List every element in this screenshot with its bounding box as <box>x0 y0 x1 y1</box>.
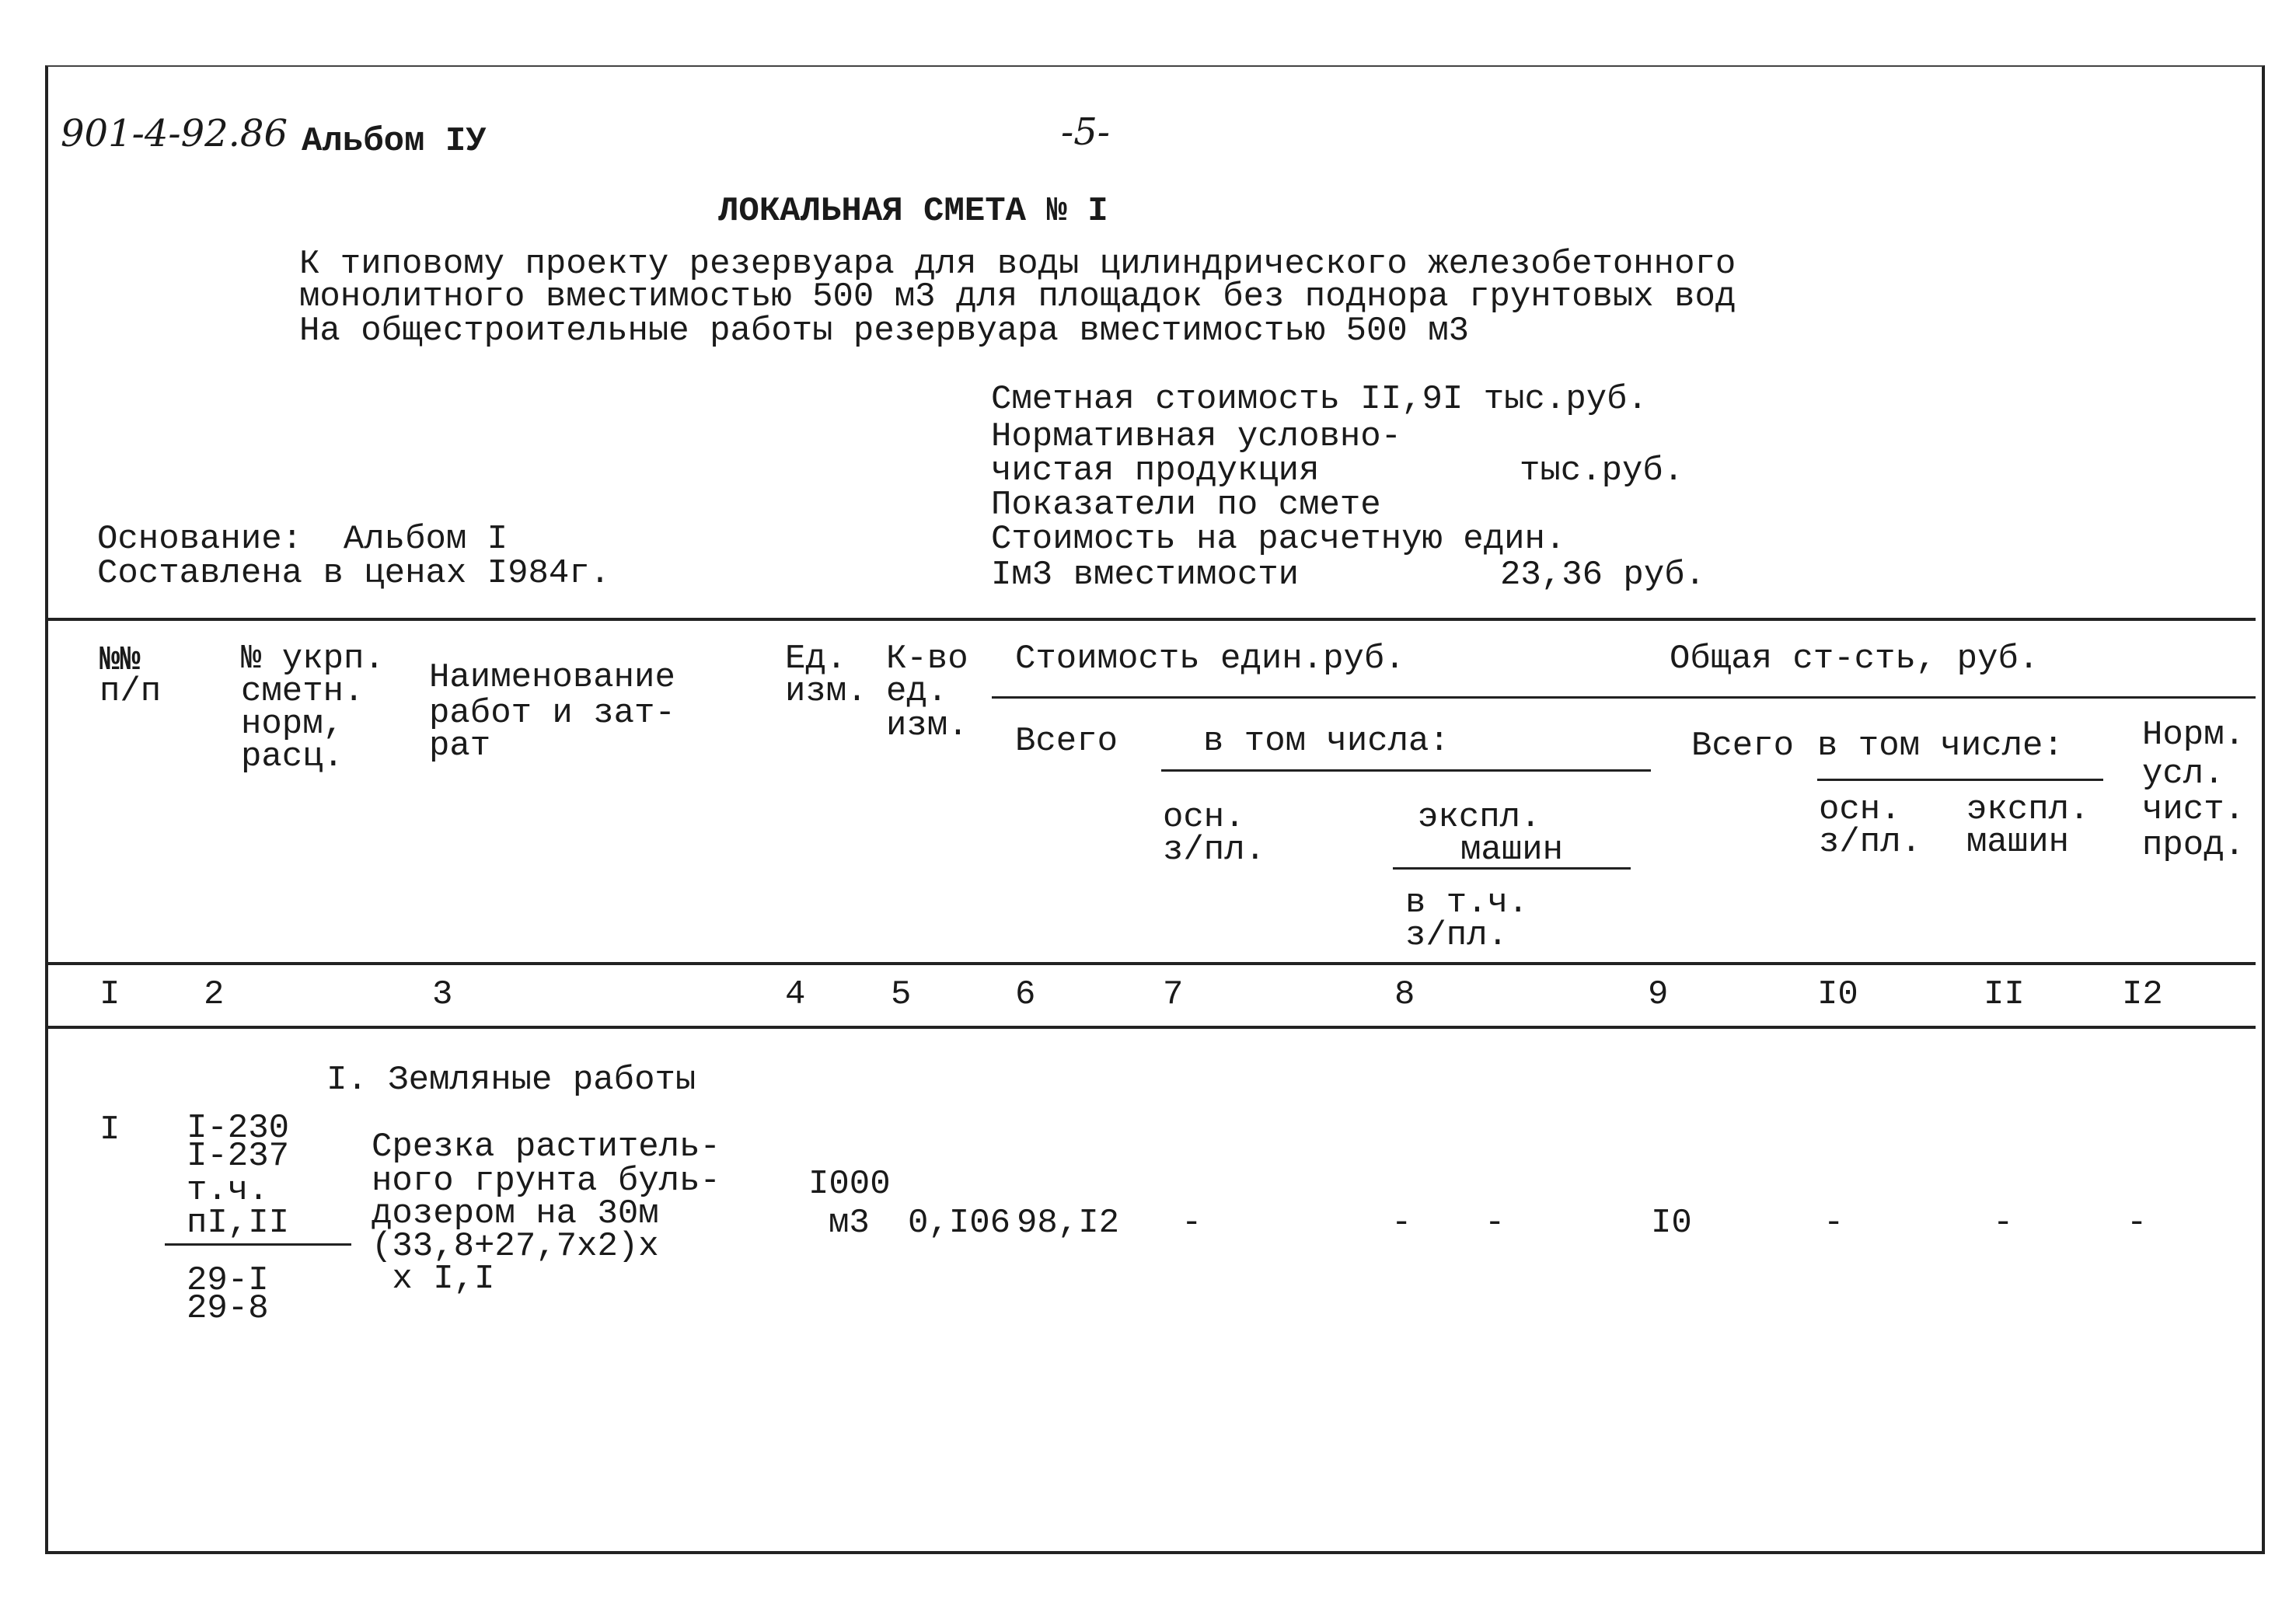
norm-header-l1: Норм. <box>2142 716 2245 755</box>
col-number-9: 9 <box>1648 975 1669 1014</box>
including-rule <box>1161 769 1651 772</box>
norm-header-l4: прод. <box>2142 826 2245 865</box>
group-header-rule <box>992 696 2256 699</box>
section-title: I. Земляные работы <box>326 1061 696 1100</box>
unit-cost-label: Стоимость на расчетную един. <box>991 520 1566 559</box>
total-cost-group-header: Общая ст-сть, руб. <box>1670 640 2040 678</box>
row-code-bottom-2: 29-8 <box>187 1289 269 1328</box>
document-title: ЛОКАЛЬНАЯ СМЕТА № I <box>718 192 1108 231</box>
col2-header-l3: норм, <box>241 705 344 744</box>
normative-line-1: Нормативная условно- <box>991 417 1402 456</box>
album-label: Альбом IУ <box>302 122 487 161</box>
subtitle-line-3: На общестроительные работы резервуара вместимостью 500 м3 <box>299 312 1470 350</box>
wage2-header-l2: з/пл. <box>1819 823 1922 862</box>
row-quantity: 0,I06 <box>908 1204 1011 1243</box>
row-code-1: I-230 <box>187 1109 290 1148</box>
col4-header-l1: Ед. <box>785 640 847 678</box>
row-wage: - <box>1181 1204 1202 1243</box>
wage-header-l2: з/пл. <box>1163 831 1266 870</box>
unit-cost-group-header: Стоимость един.руб. <box>1015 640 1405 678</box>
col2-header-l1: № укрп. <box>241 640 385 678</box>
machines2-header-l1: экспл. <box>1966 790 2090 829</box>
estimated-cost: Сметная стоимость II,9I тыс.руб. <box>991 380 1648 419</box>
row-name-5: х I,I <box>372 1260 495 1298</box>
norm-header-l2: усл. <box>2142 755 2224 793</box>
row-name-3: дозером на 30м <box>372 1194 659 1233</box>
wage-header-l1: осн. <box>1163 798 1245 837</box>
col-numbers-bottom-rule <box>48 1026 2256 1029</box>
row-total-cost: I0 <box>1651 1204 1692 1243</box>
col4-header-l2: изм. <box>785 672 867 711</box>
row-number: I <box>99 1110 120 1149</box>
col-number-7: 7 <box>1163 975 1184 1014</box>
col-number-5: 5 <box>891 975 912 1014</box>
subtitle-line-2: монолитного вместимостью 500 м3 для площадок без поднора грунтовых вод <box>299 277 1736 316</box>
machines-header-l1: экспл. <box>1418 798 1541 837</box>
including2-rule <box>1817 779 2103 781</box>
machines2-header-l2: машин <box>1966 823 2070 862</box>
col-numbers-top-rule <box>48 962 2256 965</box>
row-unit-l1: I000 <box>808 1165 891 1204</box>
row-unit-l2: м3 <box>829 1204 870 1243</box>
row-incl-wage: - <box>1485 1204 1506 1243</box>
normative-unit: тыс.руб. <box>1520 451 1684 490</box>
col-number-6: 6 <box>1015 975 1036 1014</box>
row-name-2: ного грунта буль- <box>372 1162 721 1201</box>
col-number-11: II <box>1984 975 2025 1014</box>
col-number-1: I <box>99 975 120 1014</box>
col2-header-l2: сметн. <box>241 672 365 711</box>
row-code-4: пI,II <box>187 1204 290 1243</box>
col-number-3: 3 <box>432 975 453 1014</box>
row-machines: - <box>1391 1204 1412 1243</box>
wage2-header-l1: осн. <box>1819 790 1901 829</box>
machines-header-l2: машин <box>1393 833 1631 870</box>
volume-value: 23,36 руб. <box>1500 556 1706 594</box>
basis-line-2: Составлена в ценах I984г. <box>97 554 611 593</box>
page-number: -5- <box>1061 110 1110 154</box>
row-name-4: (33,8+27,7х2)х <box>372 1227 659 1266</box>
total2-header: Всего <box>1691 727 1795 765</box>
normative-line-2: чистая продукция <box>991 451 1320 490</box>
col-number-10: I0 <box>1817 975 1858 1014</box>
col1-header-l1: №№ <box>99 641 141 680</box>
row-wage2: - <box>1823 1204 1844 1243</box>
unit-including-header: в том числа: <box>1203 722 1450 761</box>
subtitle-line-1: К типовому проекту резервуара для воды цилиндрического железобетонного <box>299 245 1736 284</box>
code-fraction-line <box>165 1243 351 1246</box>
col3-header-l1: Наименование <box>429 658 675 697</box>
col3-header-l3: рат <box>429 727 491 765</box>
col5-header-l3: изм. <box>886 706 968 745</box>
row-code-bottom-1: 29-I <box>187 1261 269 1300</box>
indicators-label: Показатели по смете <box>991 486 1381 525</box>
col5-header-l1: К-во <box>886 640 968 678</box>
including2-header: в том числе: <box>1817 727 2064 765</box>
doc-code: 901-4-92.86 <box>61 112 288 155</box>
row-unit-total: 98,I2 <box>1017 1204 1120 1243</box>
col1-header-l2: п/п <box>99 672 162 711</box>
unit-total-header: Всего <box>1015 722 1118 761</box>
col-number-2: 2 <box>204 975 225 1014</box>
table-top-rule <box>48 618 2256 621</box>
row-code-2: I-237 <box>187 1137 290 1176</box>
volume-label: Iм3 вместимости <box>991 556 1300 594</box>
row-code-3: т.ч. <box>187 1171 269 1210</box>
col3-header-l2: работ и зат- <box>429 694 675 733</box>
col-number-12: I2 <box>2122 975 2163 1014</box>
col2-header-l4: расц. <box>241 737 344 776</box>
incl-wage-header-l2: з/пл. <box>1405 916 1509 955</box>
basis-line-1: Основание: Альбом I <box>97 520 508 559</box>
norm-header-l3: чист. <box>2142 790 2245 829</box>
col5-header-l2: ед. <box>886 672 948 711</box>
col-number-4: 4 <box>785 975 806 1014</box>
row-norm: - <box>2127 1204 2148 1243</box>
incl-wage-header-l1: в т.ч. <box>1405 884 1529 922</box>
row-name-1: Срезка раститель- <box>372 1128 721 1166</box>
col-number-8: 8 <box>1394 975 1415 1014</box>
row-machines2: - <box>1993 1204 2014 1243</box>
